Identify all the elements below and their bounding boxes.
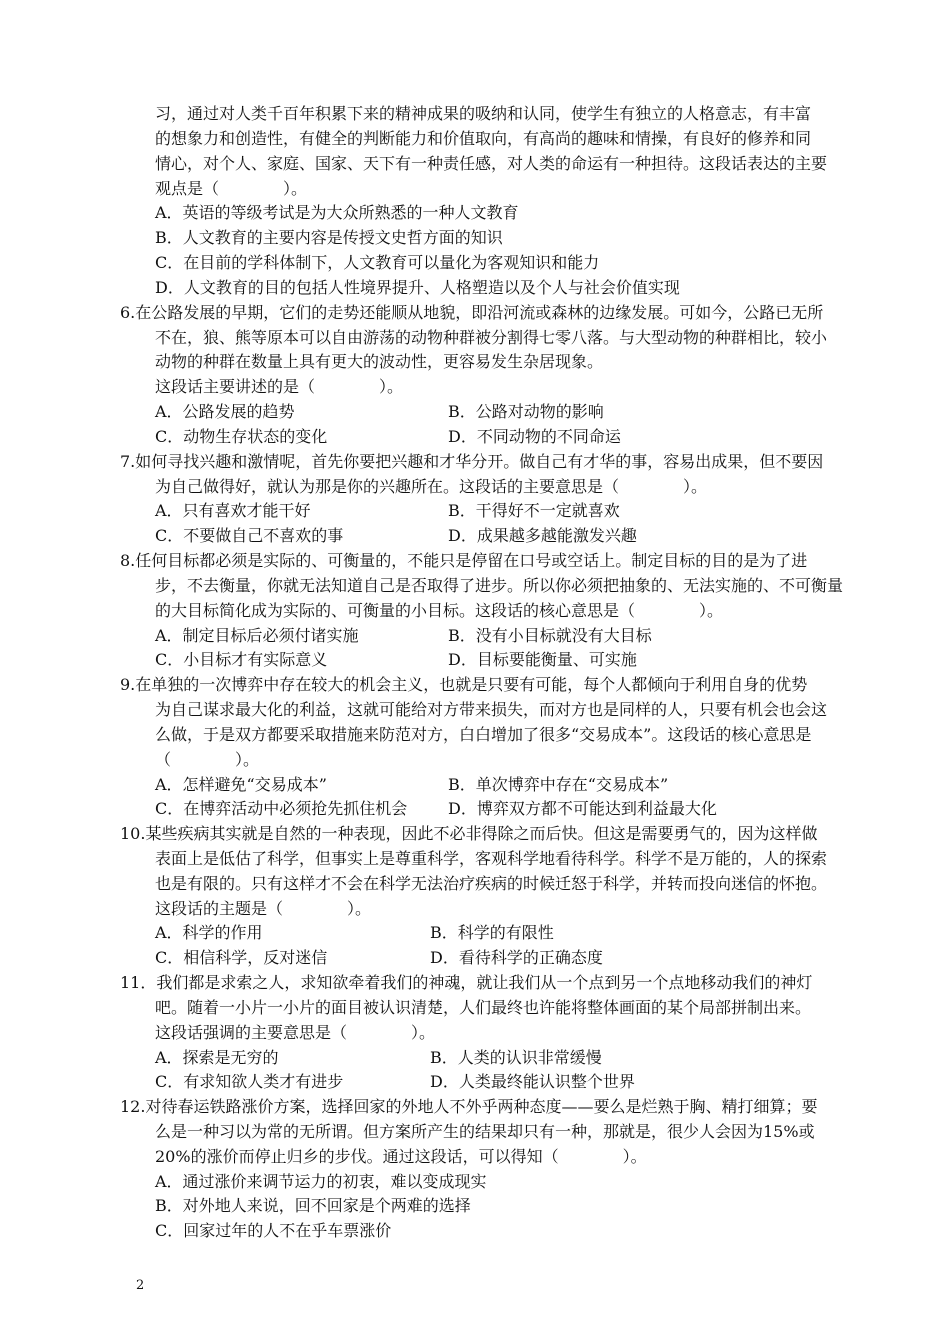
text-line: 不在，狼、熊等原本可以自由游荡的动物种群被分割得七零八落。与大型动物的种群相比，较小 — [155, 328, 828, 347]
option-c: C．不要做自己不喜欢的事 — [155, 526, 344, 545]
option-a: A．只有喜欢才能干好 — [155, 501, 311, 520]
text-line: 习，通过对人类千百年积累下来的精神成果的吸纳和认同，使学生有独立的人格意志，有丰富 — [155, 104, 812, 123]
option-d: D．目标要能衡量、可实施 — [448, 650, 637, 669]
option-d: D．人类最终能认识整个世界 — [430, 1072, 635, 1091]
text-line: （ ）。 — [155, 750, 260, 769]
option-c: C．动物生存状态的变化 — [155, 427, 328, 446]
option-b: B．没有小目标就没有大目标 — [448, 626, 652, 645]
option-a: A．英语的等级考试是为大众所熟悉的一种人文教育 — [155, 203, 519, 222]
text-line: 为自己做得好，就认为那是你的兴趣所在。这段话的主要意思是（ ）。 — [155, 477, 708, 496]
option-a: A．探索是无穷的 — [155, 1048, 279, 1067]
option-b: B．人类的认识非常缓慢 — [430, 1048, 602, 1067]
option-c: C．小目标才有实际意义 — [155, 650, 328, 669]
question-12: 12.对待春运铁路涨价方案，选择回家的外地人不外乎两种态度——要么是烂熟于胸、精打细算；要 — [120, 1097, 818, 1116]
option-a: A．通过涨价来调节运力的初衷，难以变成现实 — [155, 1172, 487, 1191]
option-d: D．成果越多越能激发兴趣 — [448, 526, 637, 545]
option-d: D．人文教育的目的包括人性境界提升、人格塑造以及个人与社会价值实现 — [155, 278, 680, 297]
question-prompt: 这段话的主题是（ ）。 — [155, 899, 372, 918]
question-11: 11．我们都是求索之人，求知欲牵着我们的神魂，就让我们从一个点到另一个点地移动我们的神灯 — [120, 973, 813, 992]
question-7: 7.如何寻找兴趣和激情呢，首先你要把兴趣和才华分开。做自己有才华的事，容易出成果，但不要因 — [120, 452, 824, 471]
option-d: D．博弈双方都不可能达到利益最大化 — [448, 799, 717, 818]
option-c: C．在博弈活动中必须抢先抓住机会 — [155, 799, 408, 818]
text-line: 情心，对个人、家庭、国家、天下有一种责任感，对人类的命运有一种担待。这段话表达的主要 — [155, 154, 828, 173]
text-line: 动物的种群在数量上具有更大的波动性，更容易发生杂居现象。 — [155, 352, 604, 371]
text-line: 表面上是低估了科学，但事实上是尊重科学，客观科学地看待科学。科学不是万能的，人的探索 — [155, 849, 828, 868]
question-6: 6.在公路发展的早期，它们的走势还能顺从地貌，即沿河流或森林的边缘发展。可如今，公路已无所 — [120, 303, 824, 322]
text-line: 也是有限的。只有这样才不会在科学无法治疗疾病的时候迁怒于科学，并转而投向迷信的怀抱。 — [155, 874, 828, 893]
option-b: B．人文教育的主要内容是传授文史哲方面的知识 — [155, 228, 503, 247]
option-c: C．相信科学，反对迷信 — [155, 948, 328, 967]
option-b: B．公路对动物的影响 — [448, 402, 604, 421]
option-a: A．公路发展的趋势 — [155, 402, 295, 421]
question-10: 10.某些疾病其实就是自然的一种表现，因此不必非得除之而后快。但这是需要勇气的，因为这样做 — [120, 824, 818, 843]
option-a: A．怎样避免“交易成本” — [155, 775, 327, 794]
option-a: A．制定目标后必须付诸实施 — [155, 626, 359, 645]
text-line: 观点是（ ）。 — [155, 179, 308, 198]
page-number: 2 — [136, 1278, 145, 1293]
text-line: 为自己谋求最大化的利益，这就可能给对方带来损失，而对方也是同样的人，只要有机会也会这 — [155, 700, 828, 719]
question-prompt: 这段话强调的主要意思是（ ）。 — [155, 1023, 436, 1042]
option-c: C．回家过年的人不在乎车票涨价 — [155, 1221, 392, 1240]
option-b: B．干得好不一定就喜欢 — [448, 501, 620, 520]
text-line: 的大目标简化成为实际的、可衡量的小目标。这段话的核心意思是（ ）。 — [155, 601, 724, 620]
text-line: 么做，于是双方都要采取措施来防范对方，白白增加了很多“交易成本”。这段话的核心意思是 — [155, 725, 812, 744]
text-line: 步，不去衡量，你就无法知道自己是否取得了进步。所以你必须把抽象的、无法实施的、不可衡量 — [155, 576, 844, 595]
text-line: 的想象力和创造性，有健全的判断能力和价值取向，有高尚的趣味和情操，有良好的修养和同 — [155, 129, 812, 148]
option-c: C．有求知欲人类才有进步 — [155, 1072, 344, 1091]
option-a: A．科学的作用 — [155, 923, 263, 942]
option-b: B．对外地人来说，回不回家是个两难的选择 — [155, 1196, 471, 1215]
question-9: 9.在单独的一次博弈中存在较大的机会主义，也就是只要有可能，每个人都倾向于利用自身的优势 — [120, 675, 808, 694]
text-line: 吧。随着一小片一小片的面目被认识清楚，人们最终也许能将整体画面的某个局部拼制出来。 — [155, 998, 812, 1017]
option-b: B．科学的有限性 — [430, 923, 554, 942]
option-c: C．在目前的学科体制下，人文教育可以量化为客观知识和能力 — [155, 253, 600, 272]
option-b: B．单次博弈中存在“交易成本” — [448, 775, 669, 794]
option-d: D．不同动物的不同命运 — [448, 427, 621, 446]
text-line: 20%的涨价而停止归乡的步伐。通过这段话，可以得知（ ）。 — [155, 1147, 647, 1166]
text-line: 么是一种习以为常的无所谓。但方案所产生的结果却只有一种，那就是，很少人会因为15%或 — [155, 1122, 815, 1141]
question-8: 8.任何目标都必须是实际的、可衡量的，不能只是停留在口号或空话上。制定目标的目的是为了进 — [120, 551, 808, 570]
option-d: D．看待科学的正确态度 — [430, 948, 603, 967]
question-prompt: 这段话主要讲述的是（ ）。 — [155, 377, 404, 396]
